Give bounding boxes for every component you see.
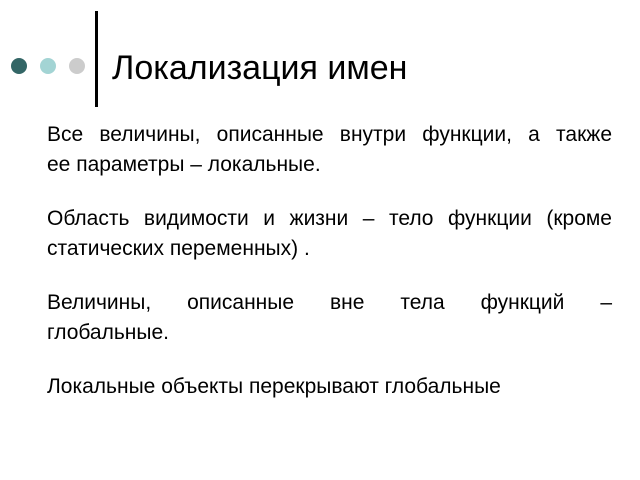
dot-dark-teal-icon: [11, 58, 27, 74]
slide-title: Локализация имен: [112, 49, 408, 87]
paragraph: [47, 204, 612, 264]
text-line: Все величины, описанные внутри функции, а также: [47, 123, 612, 146]
text-line: Область видимости и жизни – тело функции (кроме: [47, 207, 612, 230]
title-bullet-dots: [11, 58, 85, 74]
text-line: статических переменных) .: [47, 237, 310, 260]
paragraph: [47, 288, 612, 348]
dot-gray-icon: [69, 58, 85, 74]
dot-light-teal-icon: [40, 58, 56, 74]
text-line: Величины, описанные вне тела функций –: [47, 291, 612, 314]
paragraph: [47, 372, 612, 402]
title-divider-line: [95, 11, 98, 107]
text-line: Локальные объекты перекрывают глобальные: [47, 375, 501, 398]
text-line: ее параметры – локальные.: [47, 153, 321, 176]
text-line: глобальные.: [47, 321, 169, 344]
paragraph: [47, 120, 612, 180]
slide-body: [47, 120, 612, 426]
